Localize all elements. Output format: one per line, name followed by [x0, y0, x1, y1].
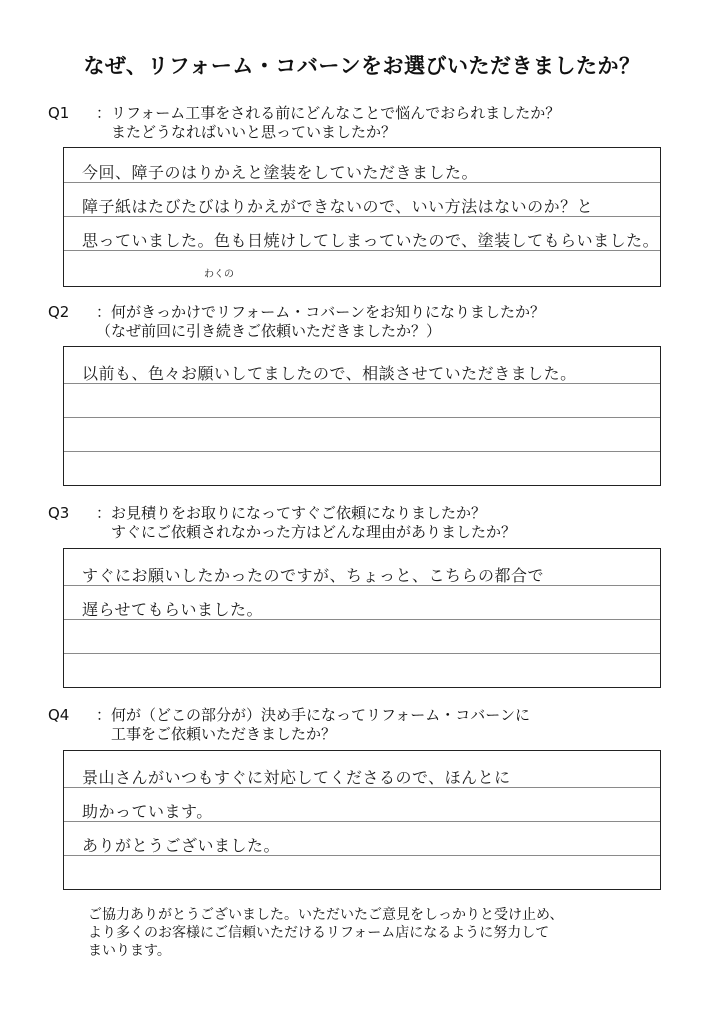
closing-line-3: まいります。 — [88, 943, 171, 959]
closing-line-1: ご協力ありがとうございました。いただいたご意見をしっかりと受け止め、 — [88, 907, 564, 923]
answer-3-box — [63, 548, 661, 688]
question-1-label: Q1 — [48, 104, 70, 122]
answer-line — [64, 653, 660, 654]
answer-line — [64, 451, 660, 452]
question-3-line-2: すぐにご依頼されなかった方はどんな理由がありましたか？ — [96, 523, 517, 541]
answer-2-box — [63, 346, 661, 486]
answer-line — [64, 417, 660, 418]
answer-4-line-3: ありがとうございました。 — [82, 836, 281, 855]
closing-message — [88, 906, 563, 960]
answer-3-line-2: 遅らせてもらいました。 — [82, 600, 264, 619]
question-1-line-2: またどうなればいいと思っていましたか？ — [96, 123, 397, 141]
answer-4-box — [63, 750, 661, 890]
answer-1-box — [63, 147, 661, 287]
answer-4-line-1: 景山さんがいつもすぐに対応してくださるので、ほんとに — [82, 768, 511, 787]
answer-1-insert-note: わくの — [204, 269, 234, 280]
question-3-line-1: ：お見積りをお取りになってすぐご依頼になりましたか？ — [96, 504, 487, 522]
question-3-label: Q3 — [48, 504, 70, 522]
question-4-line-1: ：何が（どこの部分が）決め手になってリフォーム・コバーンに — [96, 706, 530, 724]
question-2-line-1: ：何がきっかけでリフォーム・コバーンをお知りになりましたか？ — [96, 303, 545, 321]
question-2-line-2: （なぜ前回に引き続きご依頼いただきましたか？） — [96, 322, 442, 340]
answer-1-line-2: 障子紙はたびたびはりかえができないので、いい方法はないのか？と — [82, 197, 594, 216]
answer-1-line-1: 今回、障子のはりかえと塗装をしていただきました。 — [82, 163, 479, 182]
question-1-line-1: ：リフォーム工事をされる前にどんなことで悩んでおられましたか？ — [96, 104, 561, 122]
answer-3-line-1: すぐにお願いしたかったのですが、ちょっと、こちらの都合で — [82, 566, 545, 585]
question-4-label: Q4 — [48, 706, 70, 724]
closing-line-2: より多くのお客様にご信頼いただけるリフォーム店になるように努力して — [88, 925, 550, 941]
question-4-line-2: 工事をご依頼いただきましたか？ — [96, 725, 337, 743]
answer-4-line-2: 助かっています。 — [82, 802, 213, 821]
page-title: なぜ、リフォーム・コバーンをお選びいただきましたか？ — [83, 54, 641, 78]
question-2-label: Q2 — [48, 303, 70, 321]
answer-1-line-3: 思っていました。色も日焼けしてしまっていたので、塗装してもらいました。 — [82, 231, 660, 250]
answer-2-line-1: 以前も、色々お願いしてましたので、相談させていただきました。 — [82, 364, 577, 383]
